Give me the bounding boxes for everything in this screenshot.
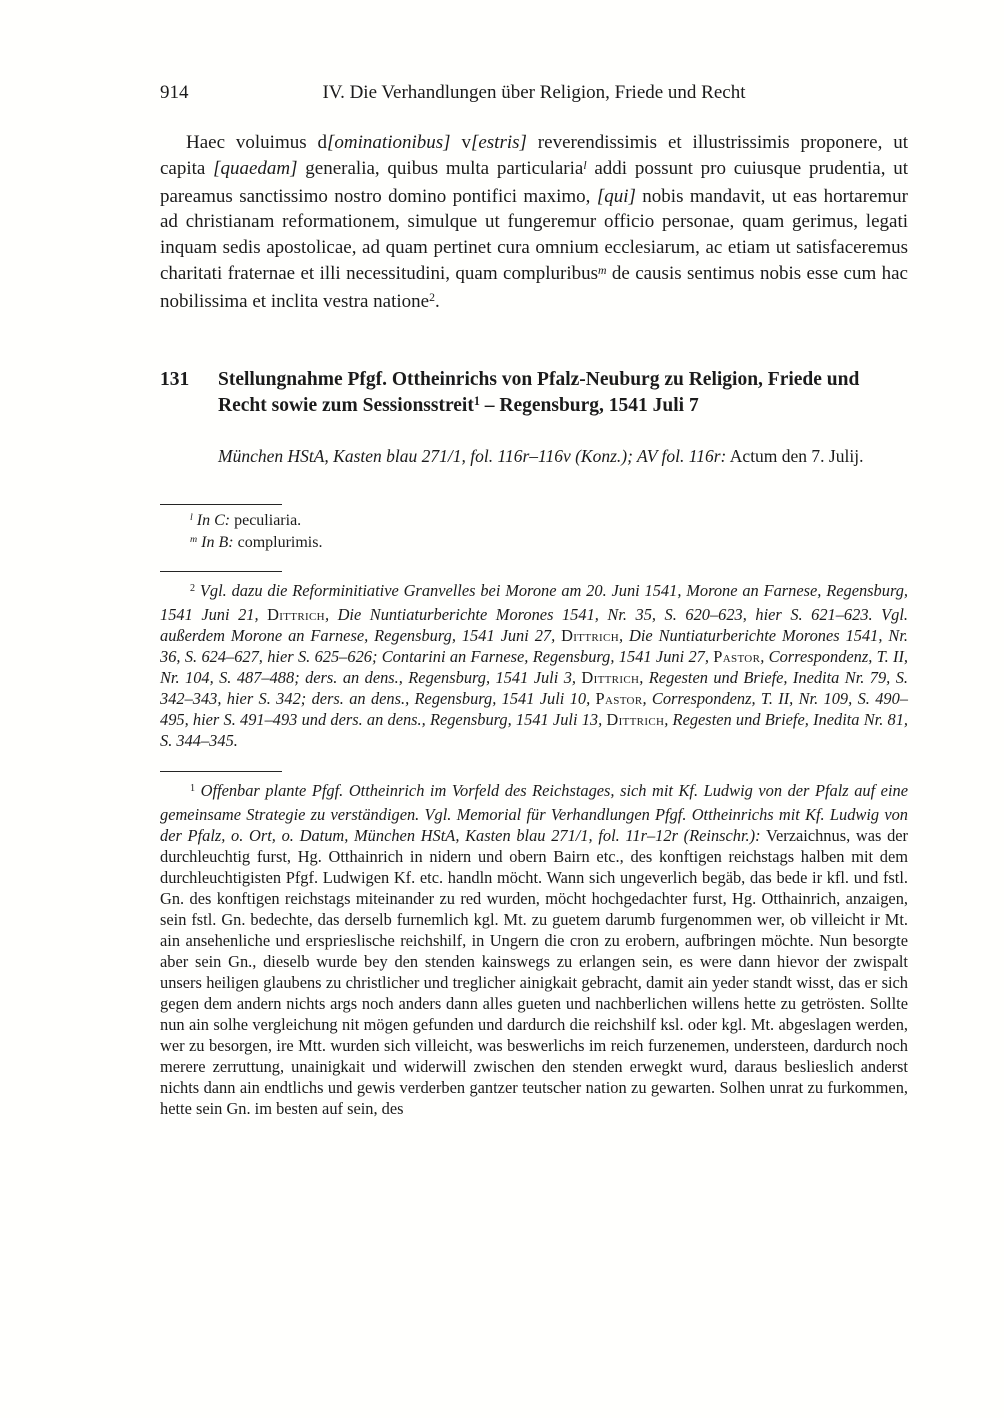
text-segment: m (598, 263, 607, 277)
text-segment: l (583, 158, 587, 172)
text-segment: complurimis. (233, 533, 323, 551)
footnote-separator-rule (160, 504, 282, 505)
document-title (218, 367, 908, 420)
text-segment: In B: (201, 533, 234, 551)
text-segment: Dittrich (581, 667, 640, 687)
text-segment: Vgl. dazu die Reforminitiative Granvelles bei Morone am 20. Juni 1541, Morone an Farnese, Regensburg, 1541 Juni 21, (160, 580, 909, 624)
main-text-paragraph (160, 130, 908, 317)
text-segment: , (324, 604, 338, 624)
text-segment: Offenbar plante Pfgf. Ottheinrich im Vorfeld des Reichstages, sich mit Kf. Ludwig von der Pfalz auf eine gemeinsame Strategie zu verständigen. Vgl. Memorial für Verhandlungen Pfgf. Ottheinrichs mit Kf. Ludwig von der Pfalz, o. Ort, o. Datum, München HStA, Kasten blau 271/1, fol. 11r–12r (Reinschr.): (160, 780, 908, 845)
text-segment: In C: (196, 511, 231, 529)
text-segment: , Correspondenz, T. II, Nr. 109, S. 490–495, hier S. 491–493 und ders. an dens., Regensburg, 1541 Juli 13, (160, 688, 908, 729)
text-segment: de causis sentimus nobis esse cum hac nobilissima et inclita vestra natione (160, 262, 908, 312)
footnote-separator-rule (160, 771, 282, 772)
text-segment: München HStA, Kasten blau 271/1, fol. 116r–116v (Konz.); AV fol. 116r: (218, 445, 727, 466)
text-segment: peculiaria. (230, 511, 302, 529)
letter-footnote-m (160, 533, 908, 555)
text-segment: Dittrich (606, 709, 665, 729)
text-segment: generalia, quibus multa particularia (297, 157, 584, 179)
footnote-separator-rule (160, 571, 282, 572)
text-segment: Stellungnahme Pfgf. Ottheinrichs von Pfalz-Neuburg zu Religion, Friede und Recht sowie zum Sessionsstreit (218, 368, 860, 416)
document-number: 131 (160, 368, 190, 390)
text-segment: [quaedam] (213, 157, 298, 179)
text-segment: , Regesten und Briefe, Inedita Nr. 79, S. 342–343, hier S. 342; ders. an dens., Regensburg, 1541 Juli 10, (160, 667, 908, 708)
text-segment: , Correspondenz, T. II, Nr. 104, S. 487–488; ders. an dens., Regensburg, 1541 Juli 3, (160, 646, 909, 687)
source-note (218, 444, 908, 468)
letter-footnote-l (160, 511, 908, 533)
text-segment: 2 (429, 291, 435, 305)
text-segment: Pastor (595, 688, 643, 708)
text-segment: [ominationibus] (327, 132, 451, 153)
text-segment: Verzaichnus, was der durchleuchtig furst, Hg. Otthainrich in nidern und obern Bairn etc., des konftigen reichstags halben mit dem durchleuchtigisten Pfgf. Ludwigen Kf. etc. handln möcht. Wann sich ungeverlich begäb, das bede ir kfl. und fstl. Gn. des konftigen reichstags miteinander zu red wurden, möcht hochgedachter furst, Hg. Otthainrich, anzaigen, sein fstl. Gn. bedechte, das derselb furnemlich kgl. Mt. zu guetem darumb furgenommen wer, ob villeicht ir Mt. ain ansehenliche und ersprieslische reichshilf, in Ungern die cron zu erobern, aufbringen möchte. Nun besorgte aber sein Gn., dieselb wurde bey den stenden kainswegs zu erlangen sein, es were dann hievor der zwispalt unsers heiligen glaubens zu christlicher und treglicher ainigkait gebracht, damit ain yeder standt wisst, das er sich gegen dem andern nichts args noch anders dann alles gueten und nachberlichen willens hette zu getrösten. Sollte nun ain solhe vergleichung nit mögen gefunden und dardurch die reichshilf ksl. oder kgl. Mt. abgeslagen werden, wer zu besorgen, ire Mtt. wurden sich villeicht, was beswerlichs im reich furzenemen, understeen, dardurch noch merere zerruttung, unainigkait und widerwill zwischen den stenden erwegkt wurd, daraus beslieslich anderst nichts dann ain endtlichs und gewis verderben gantzer teutscher nation zu gewarten. Solhen unrat zu furkommen, hette sein Gn. im besten auf sein, des (160, 825, 909, 1118)
page-header (160, 82, 908, 108)
text-segment: l (190, 512, 193, 524)
text-segment: m (190, 534, 198, 546)
text-segment: , Regesten und Briefe, Inedita Nr. 81, S. 344–345. (160, 709, 908, 750)
text-segment: Pastor (713, 646, 761, 666)
text-segment: Actum den 7. Julij. (726, 445, 864, 466)
text-segment: Dittrich (561, 625, 619, 645)
text-segment: Die Nuntiaturberichte Morones 1541, Nr. 35, S. 620–623, hier S. 621–623. Vgl. außerdem Morone an Farnese, Regensburg, 1541 Juni 27, (160, 604, 908, 645)
text-segment: 1 (473, 394, 480, 409)
text-block (160, 82, 908, 1119)
text-segment: 2 (190, 583, 196, 595)
text-segment: [qui] (596, 185, 636, 207)
text-segment: , Die Nuntiaturberichte Morones 1541, Nr. 36, S. 624–627, hier S. 625–626; Contarini an Farnese, Regensburg, 1541 Juni 27, (160, 625, 908, 666)
page-number: 914 (160, 82, 189, 103)
text-segment: v (450, 132, 471, 153)
text-segment: addi possunt pro cuiusque prudentia, ut pareamus sanctissimo nostro domino pontifici maximo, (160, 157, 908, 207)
footnote-1 (160, 780, 908, 1119)
footnote-2 (160, 580, 908, 751)
text-segment: nobis mandavit, ut eas hortaremur ad christianam reformationem, simulque ut fungeremur officio personae, quam gerimus, legati inquam sedis apostolicae, ad quam pertinet cura omnium ecclesiarum, ac etiam ut satisfaceremus charitati fraternae et illi necessitudini, quam compluribus (160, 185, 908, 284)
text-segment: 1 (190, 783, 196, 795)
text-segment: reverendissimis et illustrissimis proponere, ut capita (160, 132, 908, 179)
text-segment: . (435, 290, 440, 312)
text-segment: Haec voluimus d (186, 132, 328, 153)
text-segment: Dittrich (267, 604, 325, 624)
text-segment: – Regensburg, 1541 Juli 7 (479, 394, 699, 416)
text-segment: [estris] (470, 132, 527, 153)
letter-footnotes (160, 511, 908, 555)
document-heading (160, 367, 908, 420)
running-title: IV. Die Verhandlungen über Religion, Friede und Recht (322, 82, 746, 103)
